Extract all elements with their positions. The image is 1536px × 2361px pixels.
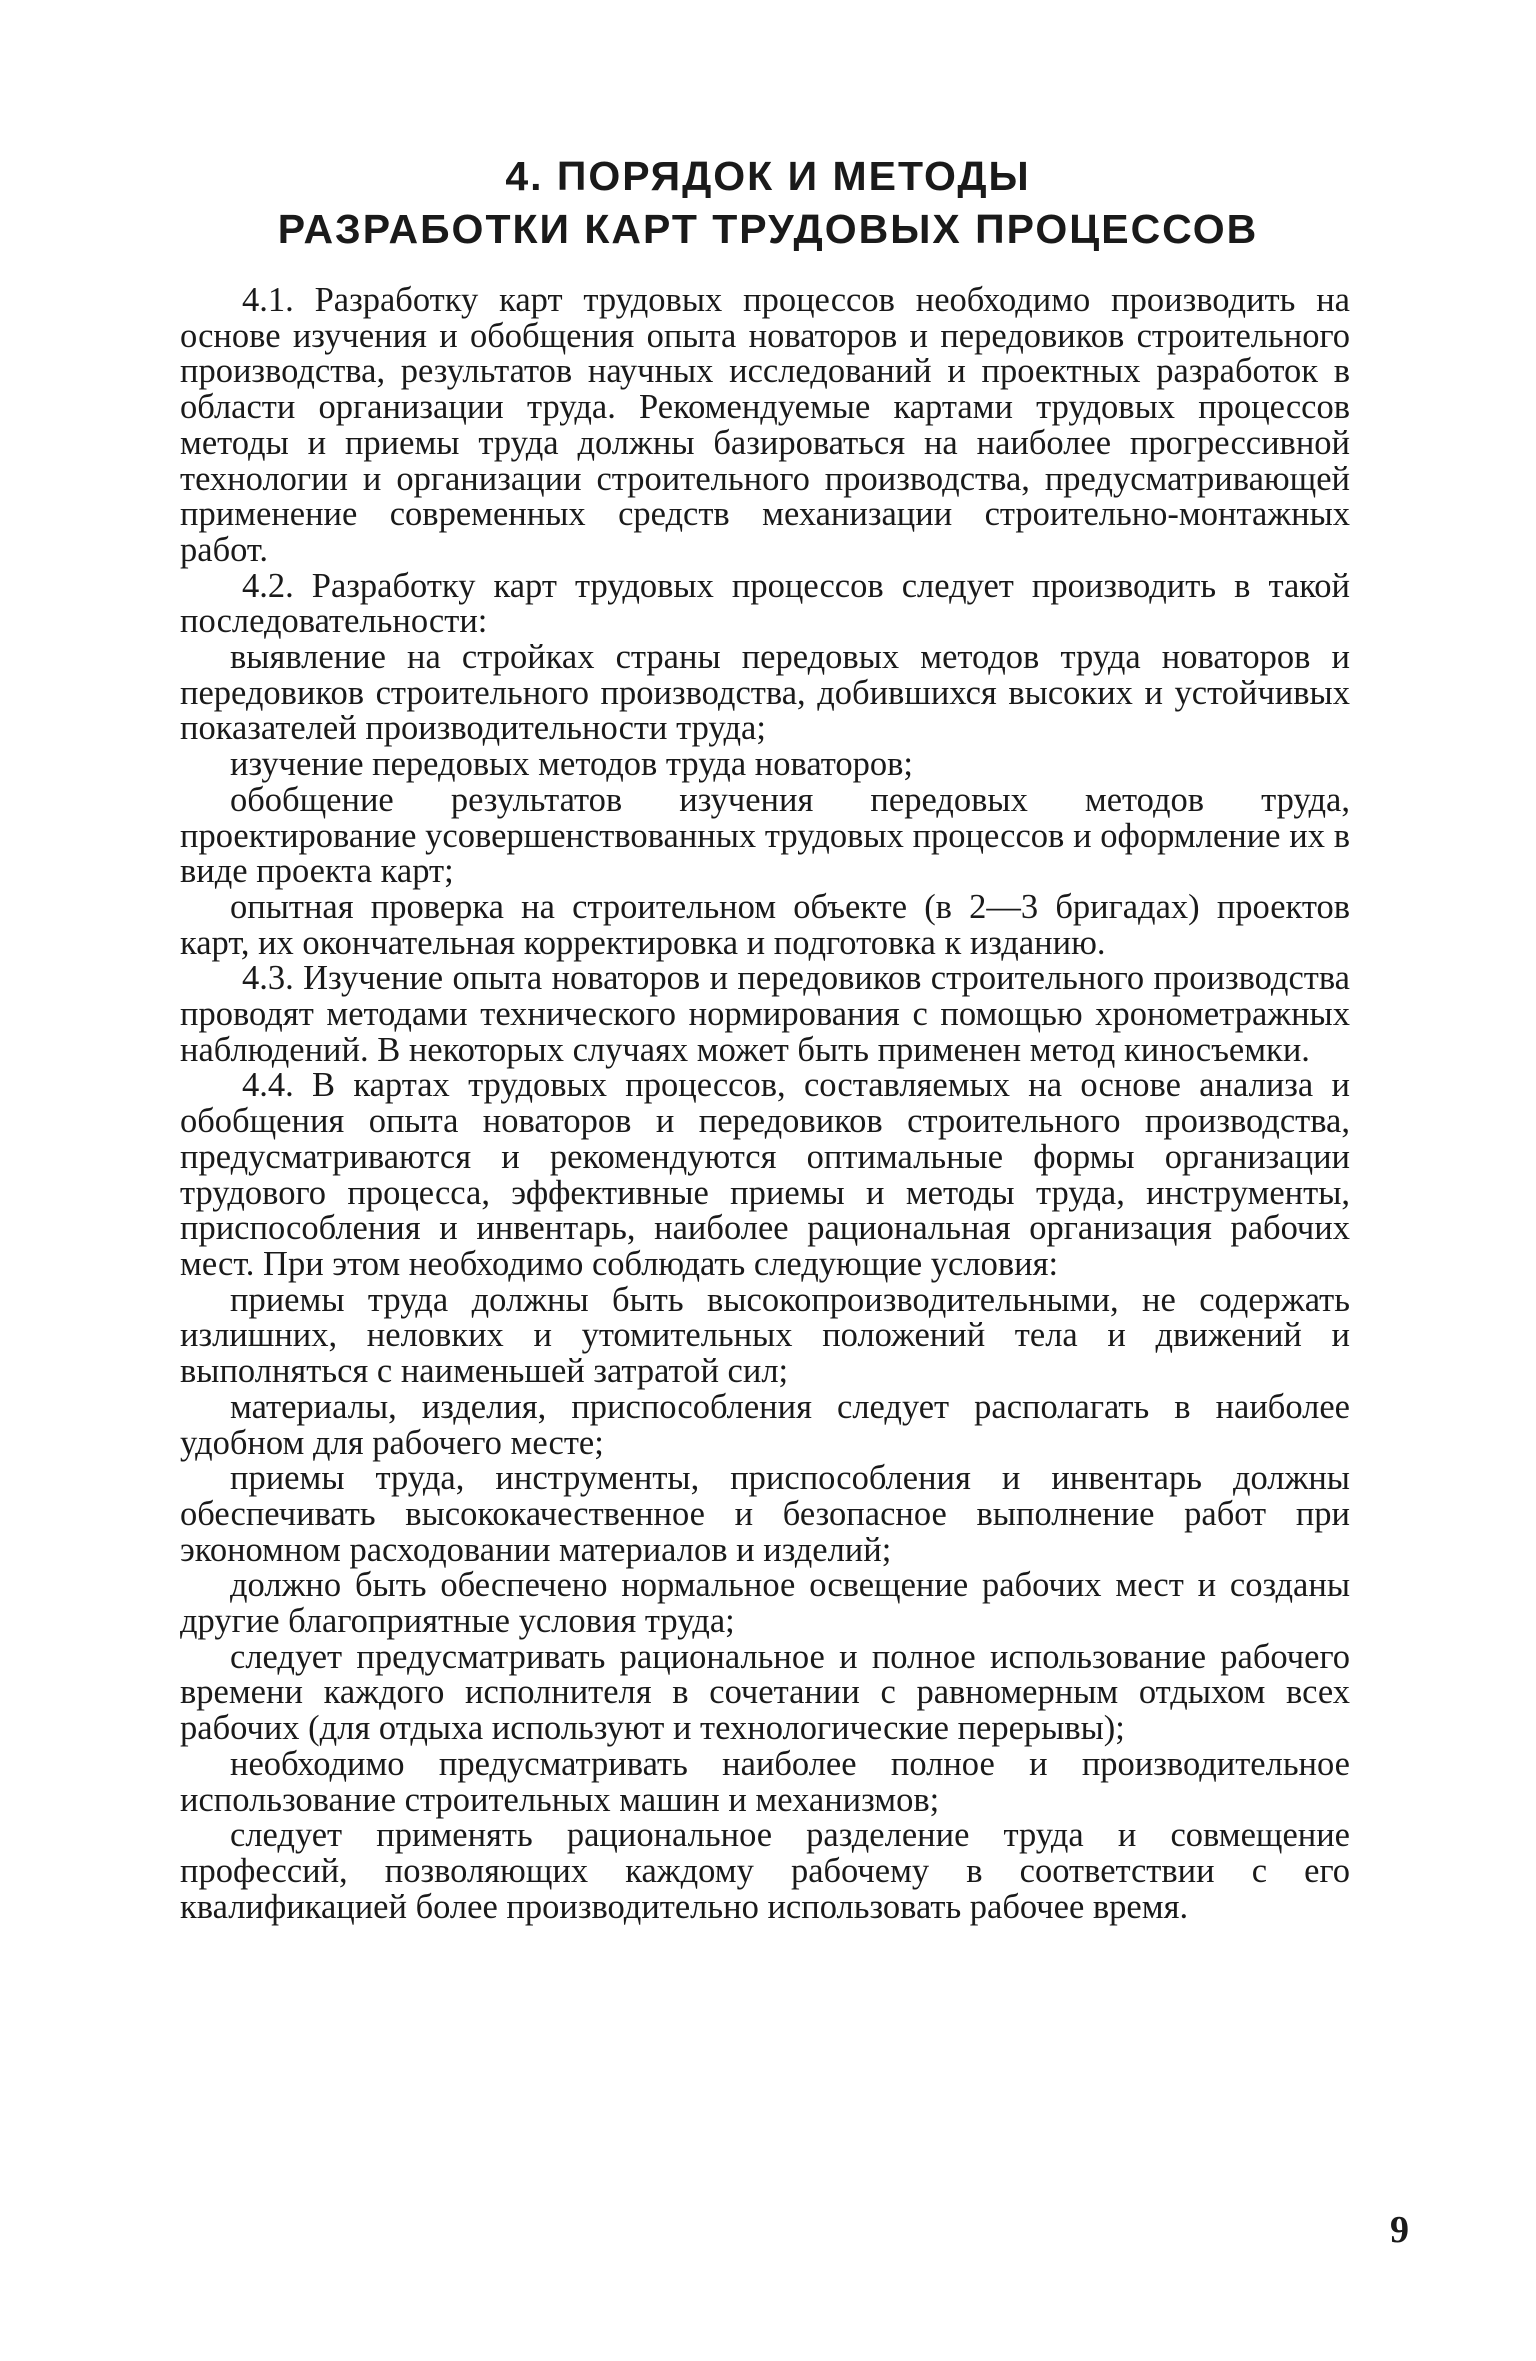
list-item: должно быть обеспечено нормальное освещение рабочих мест и созданы другие благоприятные условия труда;: [180, 1566, 1350, 1641]
paragraph-4-2: 4.2. Разработку карт трудовых процессов следует производить в такой последовательности:: [180, 566, 1350, 641]
list-item: выявление на стройках страны передовых методов труда новаторов и передовиков строительного производства, добившихся высоких и устойчивых показателей производительности труда;: [180, 638, 1350, 748]
list-item: следует применять рациональное разделение труда и совмещение профессий, позволяющих каждому рабочему в соответствии с его квалификацией более производительно использовать рабочее время.: [180, 1816, 1350, 1926]
paragraph-4-4: 4.4. В картах трудовых процессов, составляемых на основе анализа и обобщения опыта новаторов и передовиков строительного производства, предусматриваются и рекомендуются оптимальные формы организации трудового процесса, эффективные приемы и методы труда, инструменты, приспособления и инвентарь, наиболее рациональная организация рабочих мест. При этом необходимо соблюдать следующие условия:: [180, 1066, 1350, 1283]
list-item: материалы, изделия, приспособления следует располагать в наиболее удобном для рабочего месте;: [180, 1387, 1350, 1462]
page-number: 9: [1390, 2209, 1409, 2251]
list-item: необходимо предусматривать наиболее полное и производительное использование строительных машин и механизмов;: [180, 1744, 1350, 1819]
heading-line-1: 4. ПОРЯДОК И МЕТОДЫ: [505, 153, 1031, 199]
list-item: приемы труда, инструменты, приспособления и инвентарь должны обеспечивать высококачественное и безопасное выполнение работ при экономном расходовании материалов и изделий;: [180, 1459, 1350, 1569]
paragraph-4-1: 4.1. Разработку карт трудовых процессов необходимо производить на основе изучения и обобщения опыта новаторов и передовиков строительного производства, результатов научных исследований и проектных разработок в области организации труда. Рекомендуемые картами трудовых процессов методы и приемы труда должны базироваться на наиболее прогрессивной технологии и организации строительного производства, предусматривающей применение современных средств механизации строительно-монтажных работ.: [180, 281, 1350, 569]
list-item: следует предусматривать рациональное и полное использование рабочего времени каждого исполнителя в сочетании с равномерным отдыхом всех рабочих (для отдыха используют и технологические перерывы);: [180, 1637, 1350, 1748]
list-item: приемы труда должны быть высокопроизводительными, не содержать излишних, неловких и утомительных положений тела и движений и выполняться с наименьшей затратой сил;: [180, 1280, 1350, 1391]
list-item: опытная проверка на строительном объекте (в 2—3 бригадах) проектов карт, их окончательная корректировка и подготовка к изданию.: [180, 887, 1350, 962]
body-text: [180, 283, 1350, 1925]
list-item: обобщение результатов изучения передовых методов труда, проектирование усовершенствованных трудовых процессов и оформление их в виде проекта карт;: [180, 780, 1350, 891]
paragraph-4-3: 4.3. Изучение опыта новаторов и передовиков строительного производства проводят методами технического нормирования с помощью хронометражных наблюдений. В некоторых случаях может быть применен метод киносъемки.: [180, 959, 1350, 1069]
section-heading: [0, 150, 1536, 256]
list-item: изучение передовых методов труда новаторов;: [230, 745, 913, 784]
heading-line-2: РАЗРАБОТКИ КАРТ ТРУДОВЫХ ПРОЦЕССОВ: [277, 206, 1259, 252]
